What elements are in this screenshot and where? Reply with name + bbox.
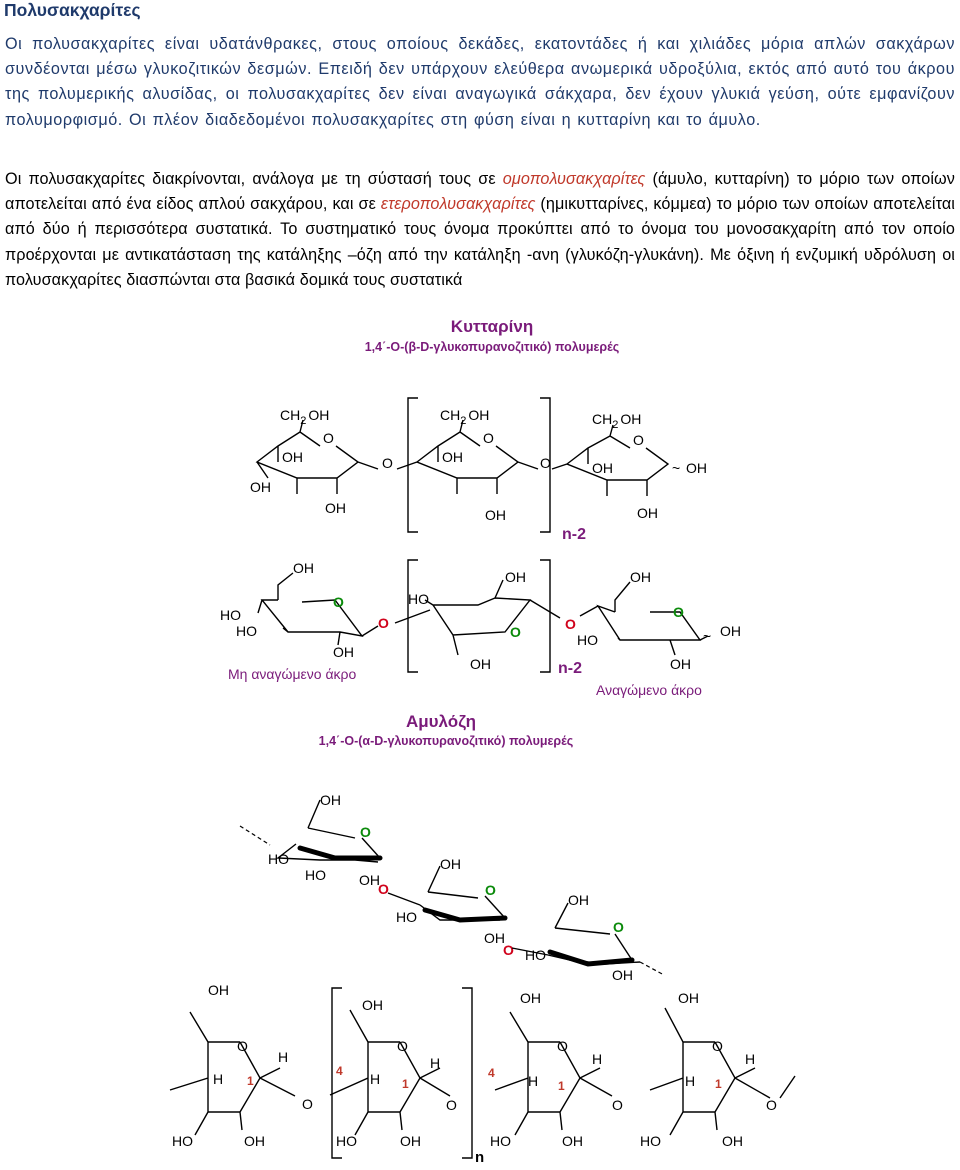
ring-oxygen-label: O — [483, 430, 494, 446]
ring-oxygen-label: O — [510, 624, 521, 640]
oh-label: OH — [244, 1133, 265, 1149]
oh-label: OH — [562, 1133, 583, 1149]
glycosidic-oxygen-label: O — [378, 615, 389, 631]
amylose-title: Αμυλόζη — [405, 712, 477, 731]
oh-label: OH — [520, 990, 541, 1006]
oh-label: OH — [670, 656, 691, 672]
position-number: 1 — [402, 1077, 409, 1091]
h-label: H — [430, 1055, 441, 1071]
ho-label: HO — [490, 1133, 511, 1149]
ho-label: HO — [336, 1133, 357, 1149]
ring-oxygen-label: O — [673, 604, 684, 620]
oh-label: OH — [293, 560, 314, 576]
glycosidic-oxygen-label: O — [382, 455, 393, 471]
ring-oxygen-label: O — [323, 430, 334, 446]
h-label: H — [745, 1051, 756, 1067]
cellulose-unit-2 — [397, 407, 538, 523]
ho-label: HO — [236, 623, 257, 639]
oh-label: OH — [362, 997, 383, 1013]
oh-label: OH — [325, 500, 346, 516]
position-number: 1 — [247, 1074, 254, 1088]
ring-oxygen-label: O — [633, 432, 644, 448]
ho-label: HO — [268, 851, 289, 867]
ho-label: HO — [396, 909, 417, 925]
ho-label: HO — [640, 1133, 661, 1149]
glycosidic-oxygen-label: O — [446, 1097, 457, 1113]
homopolysaccharides-term: ομοπολυσακχαρίτες — [502, 170, 646, 188]
h-label: H — [370, 1071, 381, 1087]
ring-oxygen-label: O — [557, 1038, 568, 1054]
ho-label: HO — [525, 947, 546, 963]
oh-label: OH — [400, 1133, 421, 1149]
amylose-subtitle: 1,4΄-O-(α-D-γλυκοπυρανοζιτικό) πολυμερές — [318, 734, 574, 748]
oh-label: OH — [505, 569, 526, 585]
h-label: H — [685, 1073, 696, 1089]
oh-label: OH — [208, 982, 229, 998]
h-label: H — [278, 1049, 289, 1065]
heteropolysaccharides-term: ετεροπολυσακχαρίτες — [380, 195, 536, 214]
haworth-unit-1 — [240, 792, 380, 888]
wavy-bond: ~ — [672, 460, 681, 476]
para2-part1: Οι πολυσακχαρίτες διακρίνονται, ανάλογα με τη σύστασή τους σε — [5, 170, 503, 188]
ho-label: HO — [172, 1133, 193, 1149]
amylose-unit-2 — [395, 569, 560, 672]
haworth-unit-2 — [388, 856, 505, 946]
cellulose-subtitle: 1,4΄-O-(β-D-γλυκοπυρανοζιτικό) πολυμερές — [364, 340, 620, 354]
ring-oxygen-label: O — [485, 882, 496, 898]
ring-oxygen-label: O — [613, 919, 624, 935]
position-number: 4 — [488, 1066, 495, 1080]
oh-label: OH — [592, 460, 613, 476]
glycosidic-oxygen-label: O — [503, 942, 514, 958]
nonreducing-end-caption: Μη αναγώμενο άκρο — [228, 666, 357, 682]
glycosidic-oxygen-label: O — [540, 455, 551, 471]
amylose-chain-repeat-count: n-2 — [558, 660, 582, 677]
oh-label: OH — [470, 656, 491, 672]
ch2oh-label: $CH_2$ OH — [592, 411, 642, 431]
haworth-unit-3 — [512, 892, 664, 983]
bottom-unit-3 — [488, 990, 612, 1149]
para2-part2: (άμυλο, κυτταρίνη) το μόριο των οποίων αποτελείται από ένα είδος απλού σακχάρου, και σε — [5, 170, 955, 214]
oh-label: OH — [722, 1133, 743, 1149]
cellulose-repeat-count: n-2 — [562, 526, 586, 543]
cellulose-title: Κυτταρίνη — [450, 317, 534, 336]
glycosidic-oxygen-label: O — [565, 616, 576, 632]
oh-label: OH — [250, 479, 271, 495]
ring-oxygen-label: O — [333, 594, 344, 610]
oh-label: OH — [484, 930, 505, 946]
position-number: 4 — [336, 1064, 343, 1078]
intro-paragraph: Οι πολυσακχαρίτες είναι υδατάνθρακες, στους οποίους δεκάδες, εκατοντάδες ή και χιλιάδες μόρια απλών σακχάρων συνδέονται μέσω γλυκοζιτικών δεσμών. Επειδή δεν υπάρχουν ελεύθερα ανωμερικά υδροξύλια, εκτός από αυτό του άκρου της πολυμερικής αλυσίδας, οι πολυσακχαρίτες δεν είναι αναγωγικά σάκχαρα, δεν έχουν γλυκιά γεύση, ούτε εμφανίζουν πολυμορφισμό. Οι πλέον διαδεδομένοι πολυσακχαρίτες στη φύση είναι η κυτταρίνη και το άμυλο. — [5, 35, 955, 129]
oh-label: OH — [637, 505, 658, 521]
ring-oxygen-label: O — [766, 1097, 777, 1113]
amylose-unit-1 — [220, 560, 378, 682]
oh-label: OH — [320, 792, 341, 808]
bottom-unit-1 — [170, 982, 295, 1149]
h-label: H — [592, 1051, 603, 1067]
ho-label: HO — [408, 591, 429, 607]
amylose-unit-3 — [577, 569, 741, 698]
ring-oxygen-label: O — [360, 824, 371, 840]
cellulose-unit-3 — [552, 411, 707, 521]
h-label: H — [528, 1073, 539, 1089]
oh-label: OH — [720, 623, 741, 639]
oh-label: OH — [359, 872, 380, 888]
oh-label: OH — [485, 507, 506, 523]
glycosidic-oxygen-label: O — [302, 1096, 313, 1112]
oh-label: OH — [612, 967, 633, 983]
ring-oxygen-label: O — [397, 1038, 408, 1054]
ch2oh-label: $CH_2$ OH — [440, 407, 490, 427]
ring-oxygen-label: O — [712, 1038, 723, 1054]
oh-label: OH — [440, 856, 461, 872]
cellulose-unit-1 — [250, 407, 378, 516]
oh-label: OH — [442, 449, 463, 465]
position-number: 1 — [558, 1079, 565, 1093]
bottom-unit-2 — [330, 997, 450, 1149]
ho-label: HO — [305, 867, 326, 883]
ho-label: HO — [577, 632, 598, 648]
bottom-repeat-count: n — [475, 1149, 485, 1166]
oh-label: OH — [282, 449, 303, 465]
oh-label: OH — [333, 644, 354, 660]
ho-label: HO — [220, 607, 241, 623]
h-label: H — [213, 1071, 224, 1087]
oh-label: OH — [686, 460, 707, 476]
oh-label: OH — [568, 892, 589, 908]
section-title: Πολυσακχαρίτες — [4, 0, 141, 20]
ch2oh-label: $CH_2$ OH — [280, 407, 330, 427]
para2-part3: (ημικυτταρίνες, κόμμεα) το μόριο των οποίων αποτελείται από δύο ή περισσότερα συστατικά. Το συστηματικό τους όνομα προκύπτει από το όνομα του μονοσακχαρίτη από τον οποίο προέρχονται με αντικατάσταση της κατάληξης –όζη από την κατάληξη -ανη (γλυκόζη-γλυκάνη). Με όξινη ή ενζυμική υδρόλυση οι πολυσακχαρίτες διασπώνται στα βασικά δομικά τους συστατικά — [5, 195, 955, 289]
position-number: 1 — [715, 1077, 722, 1091]
glycosidic-oxygen-label: O — [378, 881, 389, 897]
wavy-bond: ~ — [703, 628, 712, 644]
reducing-end-caption: Αναγώμενο άκρο — [596, 682, 702, 698]
bottom-unit-4 — [640, 990, 795, 1149]
glycosidic-oxygen-label: O — [612, 1097, 623, 1113]
oh-label: OH — [630, 569, 651, 585]
oh-label: OH — [678, 990, 699, 1006]
ring-oxygen-label: O — [237, 1038, 248, 1054]
